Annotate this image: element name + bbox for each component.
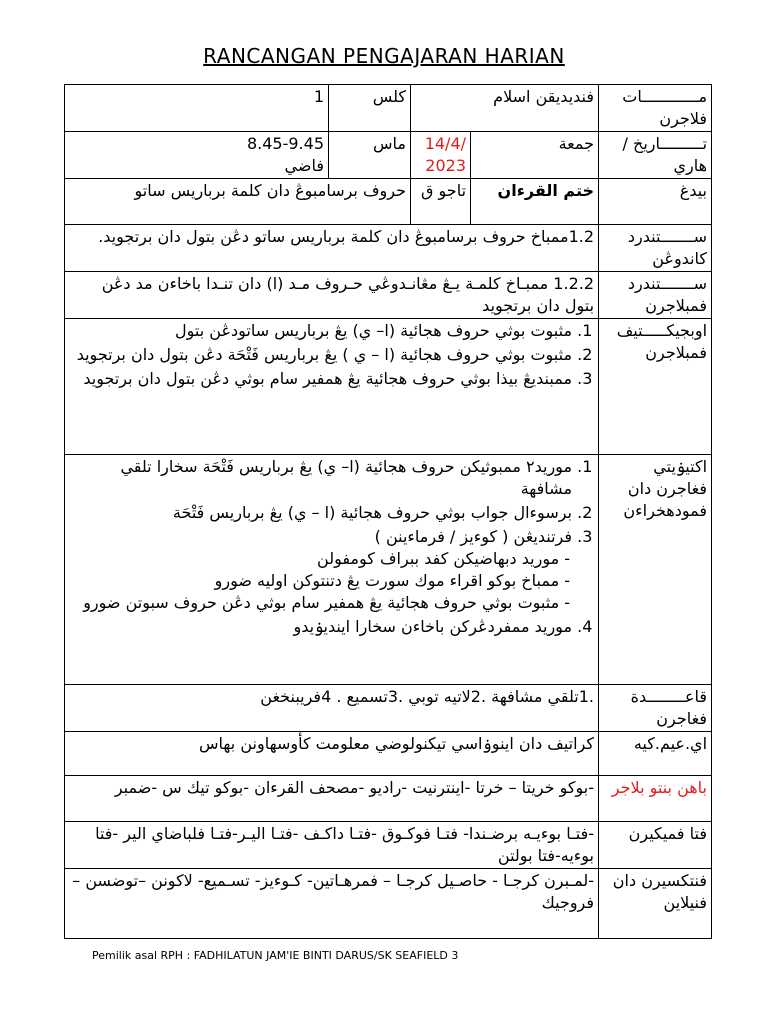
label-tarikh: تـــــــــاريخ /هاري xyxy=(599,132,712,179)
row-objektif xyxy=(65,319,712,455)
label-matapelajaran: مــــــــــــات فلاجرن xyxy=(599,85,712,132)
label-standard-kandungan: ســـــــتندرد كاندوڠن xyxy=(599,225,712,272)
subject-value: فنديديقن اسلام xyxy=(411,85,599,132)
list-item: 1. مثبوت بوثي حروف هجائية (ا– ي) يڠ برباريس ساتودڠن بتول xyxy=(69,320,572,342)
kaedah-value: .1تلقي مشافهة .2لاتيه توبي .3تسميع . 4فريبنخغن xyxy=(65,685,599,732)
label-bahan-bantu: باهن بنتو بلاجر xyxy=(599,776,712,822)
tajuk-value: حروف برسامبوڠ دان كلمة برباريس ساتو xyxy=(65,179,411,225)
label-tajuk: تاجو ق xyxy=(411,179,471,225)
aktiviti-cell xyxy=(65,455,599,685)
list-item xyxy=(69,526,572,614)
document-title: RANCANGAN PENGAJARAN HARIAN xyxy=(203,44,565,68)
row-emk xyxy=(65,732,712,776)
time-note: فاضي xyxy=(284,156,324,175)
aktiviti-item-3: فرتنديڠن ( كوءيز / فرماءينن ) xyxy=(374,527,573,546)
sub-step: - مثبوت بوثي حروف هجائية يڠ همفير سام بوثي دڠن حروف سبوتن ضورو xyxy=(83,593,571,612)
label-peta-pemikiran: فتا فميكيرن xyxy=(599,822,712,869)
list-item: 3. ممبنديڠ بيذا بوثي حروف هجائية يڠ همفير سام بوثي دڠن بتول دان برتجويد xyxy=(69,368,572,390)
label-standard-pembelajaran: ســـــــتندرد فمبلاجرن xyxy=(599,272,712,319)
row-bahan xyxy=(65,776,712,822)
row-subject xyxy=(65,85,712,132)
label-objektif: اوبجيكـــــتيف فمبلاجرن xyxy=(599,319,712,455)
time-value: 8.45-9.45 xyxy=(246,134,324,153)
row-standard-pembelajaran xyxy=(65,272,712,319)
date-value: 14/4/2023 xyxy=(411,132,471,179)
list-item: 1. موريد٢ ممبوثيكن حروف هجائية (ا– ي) يڠ برباريس فَتْحَة سخارا تلقي مشافهة xyxy=(69,456,572,500)
row-pentaksiran xyxy=(65,869,712,939)
sub-step: - موريد دبهاضيكن كفد ببراف كومفولن xyxy=(317,549,571,568)
list-item: 2. مثبوت بوثي حروف هجائية (ا – ي ) يڠ برباريس فَتْحَة دڠن بتول دان برتجويد xyxy=(69,344,572,366)
label-pentaksiran: فنتكسيرن دان فنيلاين xyxy=(599,869,712,939)
row-peta-pemikiran xyxy=(65,822,712,869)
objektif-list xyxy=(69,320,594,390)
list-item: 2. برسوءال جواب بوثي حروف هجائية (ا – ي) يڠ برباريس فَتْحَة xyxy=(69,502,572,524)
objektif-cell xyxy=(65,319,599,455)
label-emk: اي.عيم.كيه xyxy=(599,732,712,776)
bahan-bantu-value: -بوكو خريتا – خرتا -اينترنيت -راديو -مصحف القرءان -بوكو تيك س -ضمبر xyxy=(65,776,599,822)
label-aktiviti: اكتيۏيتي فغاجرن دان فمودهخراءن xyxy=(599,455,712,685)
label-bidang: بيدغ xyxy=(599,179,712,225)
standard-pembelajaran-value: 1.2.2 ممبـاخ كلمـة يـڠ مڠانـدوڠي حـروف مـد (ا) دان تنـدا باخاءن مد دڠن بتول دان برتجويد xyxy=(65,272,599,319)
sub-step: - ممباخ بوكو اقراء موك سورت يڠ دتنتوكن اوليه ضورو xyxy=(214,571,571,590)
row-date xyxy=(65,132,712,179)
list-item: 4. موريد ممفردڠركن باخاءن سخارا اينديۏيدو xyxy=(69,616,572,638)
emk-value: كراتيف دان اينوۏاسي تيكنولوضي معلومت كأوسهاونن بهاس xyxy=(65,732,599,776)
row-standard-kandungan xyxy=(65,225,712,272)
row-bidang xyxy=(65,179,712,225)
label-kelas: كلس xyxy=(329,85,411,132)
bidang-value: ختم القرءان xyxy=(471,179,599,225)
label-jumaat: جمعة xyxy=(471,132,599,179)
pentaksiran-value: -لمـبرن كرجـا - حاصـيل كرجـا – فمرهـاتين- كـوءيز- تسـميع- لاكونن –توضسن –فروجيك xyxy=(65,869,599,939)
row-aktiviti xyxy=(65,455,712,685)
kelas-value: 1 xyxy=(65,85,329,132)
footer-owner: Pemilik asal RPH : FADHILATUN JAM'IE BINTI DARUS/SK SEAFIELD 3 xyxy=(92,949,459,962)
time-cell xyxy=(65,132,329,179)
row-kaedah xyxy=(65,685,712,732)
lesson-plan-table xyxy=(64,84,712,939)
aktiviti-list xyxy=(69,456,594,638)
peta-pemikiran-value: -فتـا بوءيـه برضـندا- فتـا فوكـوق -فتـا داكـف -فتـا اليـر-فتـا فلباضاي الير -فتا بوءيه-فتا بولتن xyxy=(65,822,599,869)
standard-kandungan-value: 1.2ممباخ حروف برسامبوڠ دان كلمة برباريس ساتو دڠن بتول دان برتجويد. xyxy=(65,225,599,272)
label-kaedah: قاعــــــــدة فغاجرن xyxy=(599,685,712,732)
label-masa: ماس xyxy=(329,132,411,179)
